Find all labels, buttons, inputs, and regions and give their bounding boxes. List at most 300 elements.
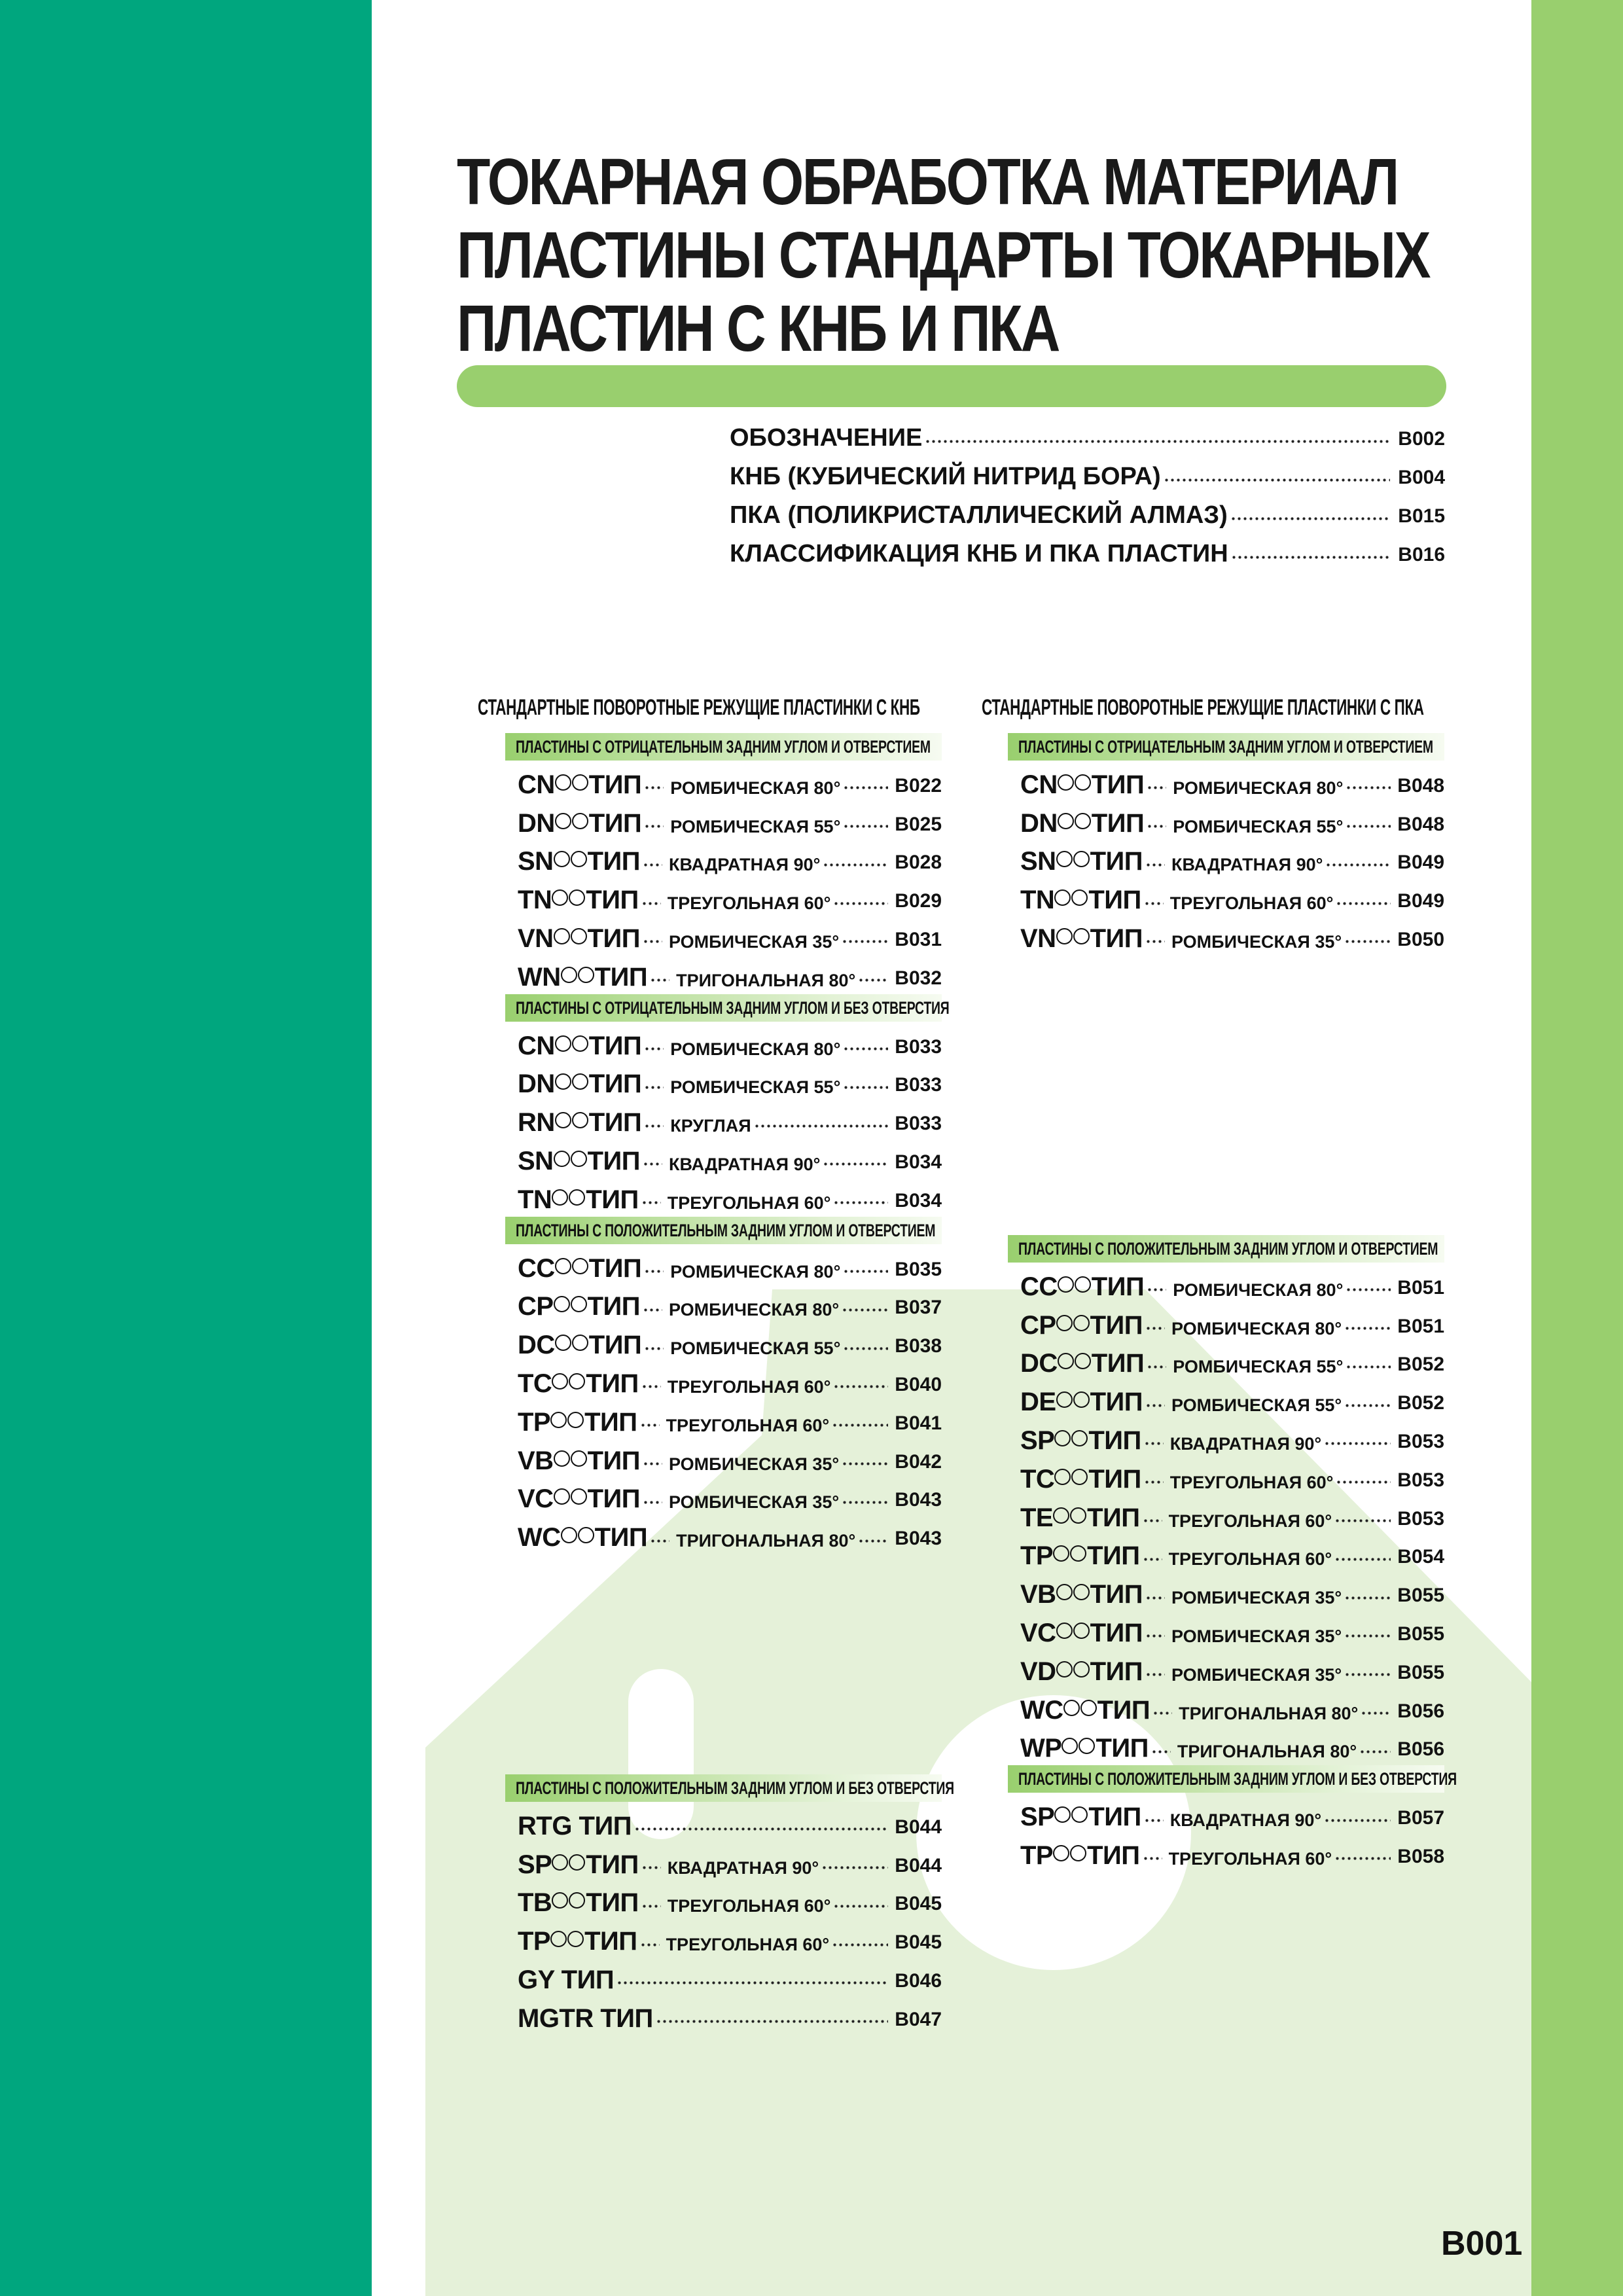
insert-prefix: VD — [1020, 1657, 1056, 1686]
insert-type-suffix: ТИП — [1091, 1349, 1145, 1378]
blank-circle-icon — [1056, 1315, 1073, 1331]
blank-circle-icon — [1063, 1700, 1080, 1716]
insert-code — [518, 1446, 640, 1475]
insert-code — [1020, 1388, 1143, 1416]
leader-dots — [1334, 1855, 1391, 1863]
insert-prefix: TN — [518, 886, 552, 915]
insert-type-entry[interactable] — [1020, 1532, 1444, 1571]
insert-type-entry[interactable] — [1020, 914, 1444, 953]
insert-code — [518, 809, 641, 838]
leader-dots — [641, 1864, 661, 1872]
insert-prefix: VB — [518, 1446, 554, 1475]
blank-circle-icon — [569, 1854, 585, 1871]
insert-prefix: MGTR ТИП — [518, 2003, 653, 2033]
insert-type-entry[interactable] — [518, 1802, 942, 1840]
insert-prefix: TB — [518, 1888, 552, 1918]
leader-dots — [843, 1344, 888, 1352]
insert-type-suffix: ТИП — [1090, 1388, 1143, 1417]
blank-circle-icon — [1073, 928, 1090, 944]
blank-circle-icon — [1054, 1469, 1071, 1485]
pcd-column-heading: СТАНДАРТНЫЕ ПОВОРОТНЫЕ РЕЖУЩИЕ ПЛАСТИНКИ С ПКА — [982, 695, 1424, 720]
insert-type-entry[interactable] — [518, 1321, 942, 1359]
insert-type-suffix: ТИП — [586, 1369, 639, 1398]
leader-dots — [644, 1045, 664, 1053]
insert-type-suffix: ТИП — [1090, 1657, 1143, 1686]
insert-code — [1020, 1841, 1140, 1870]
insert-type-entry[interactable] — [1020, 1570, 1444, 1609]
right-side-band — [1531, 0, 1623, 2296]
blank-circle-icon — [555, 1258, 571, 1274]
insert-code — [1020, 847, 1143, 876]
leader-dots — [823, 1160, 888, 1168]
insert-code — [518, 2004, 653, 2033]
insert-code — [518, 1523, 647, 1552]
leader-dots — [643, 1460, 662, 1468]
leader-dots — [842, 1460, 888, 1468]
insert-type-suffix: ТИП — [588, 1331, 642, 1360]
insert-prefix: SP — [1020, 1426, 1055, 1455]
page-ref: B048 — [1397, 774, 1444, 797]
leader-dots — [1344, 1671, 1391, 1679]
leader-dots — [644, 1083, 664, 1091]
leader-dots — [644, 784, 664, 792]
blank-circle-icon — [571, 1151, 587, 1167]
leader-dots — [1143, 1517, 1162, 1525]
insert-shape: РОМБИЧЕСКАЯ 80° — [1173, 1280, 1344, 1300]
insert-type-entry[interactable] — [518, 1917, 942, 1956]
insert-code — [518, 963, 647, 992]
section-header — [1008, 730, 1444, 761]
insert-type-suffix: ТИП — [587, 1146, 641, 1175]
insert-type-suffix: ТИП — [587, 1446, 641, 1475]
title-line-1: ТОКАРНАЯ ОБРАБОТКА МАТЕРИАЛ — [457, 145, 1398, 219]
blank-circle-icon — [1053, 1545, 1069, 1562]
page-ref: B025 — [895, 813, 942, 835]
insert-code — [1020, 1619, 1143, 1647]
insert-shape: ТРЕУГОЛЬНАЯ 60° — [666, 1415, 830, 1435]
page-ref: B044 — [895, 1854, 942, 1876]
insert-type-suffix: ТИП — [586, 1185, 639, 1214]
blank-circle-icon — [1071, 1806, 1088, 1823]
leader-dots — [1344, 1632, 1391, 1640]
insert-type-entry[interactable] — [518, 799, 942, 838]
blank-circle-icon — [567, 1412, 584, 1428]
insert-shape: КВАДРАТНАЯ 90° — [667, 1857, 819, 1878]
blank-circle-icon — [1056, 1661, 1073, 1677]
blank-circle-icon — [572, 774, 588, 791]
toc-leader-dots — [1230, 514, 1391, 522]
insert-type-entry[interactable] — [518, 914, 942, 953]
table-of-contents — [730, 414, 1445, 568]
insert-shape: РОМБИЧЕСКАЯ 55° — [670, 1077, 841, 1098]
insert-prefix: VC — [518, 1484, 554, 1514]
blank-circle-icon — [552, 889, 568, 906]
insert-prefix: VB — [1020, 1580, 1056, 1609]
leader-dots — [644, 823, 664, 831]
blank-circle-icon — [1058, 1353, 1074, 1369]
page-ref: B033 — [895, 1035, 942, 1058]
leader-dots — [1344, 1594, 1391, 1602]
blank-circle-icon — [1054, 1430, 1071, 1446]
insert-shape: ТРЕУГОЛЬНАЯ 60° — [667, 1193, 831, 1213]
insert-type-suffix: ТИП — [588, 1069, 642, 1099]
leader-dots — [644, 1344, 664, 1352]
blank-circle-icon — [1070, 1545, 1086, 1562]
insert-shape: ТРЕУГОЛЬНАЯ 60° — [667, 893, 831, 914]
leader-dots — [643, 938, 662, 946]
blank-circle-icon — [1071, 1430, 1088, 1446]
insert-type-entry[interactable] — [1020, 1455, 1444, 1494]
insert-shape: РОМБИЧЕСКАЯ 35° — [1171, 931, 1342, 952]
insert-shape: РОМБИЧЕСКАЯ 55° — [1171, 1395, 1342, 1416]
page-ref: B049 — [1397, 852, 1444, 874]
insert-type-suffix: ТИП — [1091, 808, 1145, 838]
page-ref: B053 — [1397, 1469, 1444, 1491]
page-ref: B056 — [1397, 1738, 1444, 1761]
insert-type-suffix: ТИП — [1090, 1580, 1143, 1609]
section-header-label: ПЛАСТИНЫ С ПОЛОЖИТЕЛЬНЫМ ЗАДНИМ УГЛОМ И ОТВЕРСТИЕМ — [516, 1220, 936, 1240]
leader-dots — [1145, 1401, 1165, 1409]
insert-type-entry[interactable] — [1020, 1416, 1444, 1455]
insert-type-entry[interactable] — [1020, 876, 1444, 914]
insert-shape: РОМБИЧЕСКАЯ 35° — [1171, 1664, 1342, 1685]
insert-code — [518, 1965, 614, 1994]
insert-shape: КРУГЛАЯ — [670, 1116, 751, 1136]
leader-dots — [833, 1383, 888, 1391]
blank-circle-icon — [572, 813, 588, 829]
leader-dots — [1324, 1440, 1391, 1448]
page-ref: B055 — [1397, 1623, 1444, 1645]
insert-type-entry[interactable] — [518, 1513, 942, 1552]
page-ref: B053 — [1397, 1507, 1444, 1530]
insert-code — [518, 1369, 639, 1398]
insert-type-entry[interactable] — [518, 1398, 942, 1437]
insert-type-entry[interactable] — [1020, 1725, 1444, 1763]
insert-type-entry[interactable] — [1020, 1609, 1444, 1647]
insert-prefix: SP — [518, 1850, 552, 1879]
leader-dots — [644, 1268, 664, 1276]
insert-type-entry[interactable] — [1020, 1494, 1444, 1532]
leader-dots — [643, 861, 662, 869]
leader-dots — [843, 1045, 888, 1053]
insert-type-entry[interactable] — [1020, 838, 1444, 876]
page-ref: B042 — [895, 1450, 942, 1473]
insert-shape: КВАДРАТНАЯ 90° — [1169, 1433, 1322, 1454]
page-title — [457, 145, 1430, 365]
insert-type-entry[interactable] — [518, 1437, 942, 1475]
insert-shape: РОМБИЧЕСКАЯ 35° — [669, 1454, 840, 1474]
toc-page-ref: B004 — [1398, 467, 1445, 488]
page-ref: B052 — [1397, 1392, 1444, 1414]
insert-shape: РОМБИЧЕСКАЯ 55° — [1173, 816, 1344, 836]
insert-prefix: CN — [518, 1031, 555, 1060]
leader-dots — [832, 1422, 888, 1429]
insert-shape: КВАДРАТНАЯ 90° — [669, 1154, 821, 1174]
insert-prefix: TC — [518, 1369, 552, 1398]
leader-dots — [1145, 861, 1165, 869]
blank-circle-icon — [572, 1073, 588, 1090]
leader-dots — [640, 1422, 660, 1429]
insert-code — [518, 1850, 639, 1879]
page-ref: B038 — [895, 1335, 942, 1357]
blank-circle-icon — [555, 813, 571, 829]
section-header — [1008, 1763, 1457, 1793]
blank-circle-icon — [554, 1151, 570, 1167]
insert-prefix: SN — [1020, 847, 1056, 876]
insert-shape: ТРИГОНАЛЬНАЯ 80° — [676, 970, 856, 990]
insert-type-entry[interactable] — [518, 1244, 942, 1283]
blank-circle-icon — [569, 1373, 585, 1390]
blank-circle-icon — [1061, 1738, 1078, 1754]
blank-circle-icon — [571, 851, 587, 867]
insert-type-entry[interactable] — [518, 876, 942, 914]
insert-prefix: DN — [1020, 808, 1058, 838]
blank-circle-icon — [561, 967, 577, 983]
insert-type-entry[interactable] — [518, 1060, 942, 1099]
blank-circle-icon — [569, 1892, 585, 1909]
insert-code — [518, 1292, 640, 1321]
insert-type-entry[interactable] — [1020, 1793, 1444, 1831]
insert-shape: РОМБИЧЕСКАЯ 80° — [670, 1261, 841, 1282]
blank-circle-icon — [1070, 1507, 1086, 1524]
insert-type-suffix: ТИП — [587, 1484, 641, 1514]
insert-prefix: CN — [1020, 770, 1058, 799]
insert-prefix: DC — [518, 1331, 555, 1360]
page-number: B001 — [1441, 2225, 1523, 2263]
blank-circle-icon — [1071, 889, 1088, 906]
insert-shape: ТРЕУГОЛЬНАЯ 60° — [1168, 1549, 1332, 1570]
blank-circle-icon — [1058, 813, 1074, 829]
insert-type-entry[interactable] — [518, 1879, 942, 1918]
page-ref: B031 — [895, 928, 942, 950]
toc-label: КНБ (КУБИЧЕСКИЙ НИТРИД БОРА) — [730, 463, 1161, 490]
leader-dots — [1361, 1710, 1391, 1717]
leader-dots — [1359, 1748, 1391, 1755]
leader-dots — [650, 1537, 669, 1545]
insert-prefix: VC — [1020, 1618, 1056, 1647]
insert-type-entry[interactable] — [518, 1098, 942, 1137]
section-header — [1008, 1232, 1444, 1263]
leader-dots — [1145, 938, 1165, 946]
section-header — [505, 1772, 954, 1802]
insert-prefix: SN — [518, 847, 554, 876]
insert-type-entry[interactable] — [518, 1956, 942, 1994]
blank-circle-icon — [571, 1296, 587, 1312]
insert-type-entry[interactable] — [1020, 1686, 1444, 1725]
leader-dots — [1324, 1816, 1391, 1824]
insert-type-suffix: ТИП — [586, 886, 639, 915]
blank-circle-icon — [1071, 1469, 1088, 1485]
insert-type-suffix: ТИП — [1091, 770, 1145, 799]
insert-code — [1020, 1696, 1150, 1725]
insert-code — [518, 1331, 641, 1359]
insert-type-entry[interactable] — [518, 1022, 942, 1060]
section-header — [505, 730, 942, 761]
insert-type-entry[interactable] — [518, 1475, 942, 1514]
leader-dots — [616, 1979, 888, 1987]
insert-code — [518, 886, 639, 914]
page-ref: B051 — [1397, 1276, 1444, 1299]
insert-shape: КВАДРАТНАЯ 90° — [1171, 855, 1323, 875]
blank-circle-icon — [1079, 1738, 1095, 1754]
blank-circle-icon — [578, 967, 594, 983]
page-ref: B055 — [1397, 1585, 1444, 1607]
blank-circle-icon — [561, 1527, 577, 1543]
insert-code — [518, 1812, 632, 1840]
insert-type-suffix: ТИП — [586, 1850, 639, 1879]
insert-type-entry[interactable] — [518, 1137, 942, 1175]
leader-dots — [643, 1498, 662, 1506]
insert-code — [518, 847, 640, 876]
insert-type-entry[interactable] — [518, 1359, 942, 1398]
insert-code — [1020, 1734, 1149, 1763]
insert-type-entry[interactable] — [518, 953, 942, 992]
insert-shape: РОМБИЧЕСКАЯ 35° — [1171, 1588, 1342, 1608]
blank-circle-icon — [555, 1112, 571, 1128]
blank-circle-icon — [1073, 1661, 1090, 1677]
insert-code — [1020, 1349, 1144, 1378]
insert-type-suffix: ТИП — [1097, 1695, 1150, 1725]
insert-type-entry[interactable] — [518, 1283, 942, 1321]
insert-type-suffix: ТИП — [1087, 1840, 1140, 1870]
leader-dots — [821, 1864, 888, 1872]
leader-dots — [1145, 1671, 1165, 1679]
insert-shape: КВАДРАТНАЯ 90° — [669, 855, 821, 875]
cbn-sections-lower — [505, 1772, 954, 2033]
insert-type-suffix: ТИП — [1090, 1618, 1143, 1647]
blank-circle-icon — [1053, 1845, 1069, 1861]
blank-circle-icon — [555, 1073, 571, 1090]
insert-type-suffix: ТИП — [587, 847, 641, 876]
toc-page-ref: B016 — [1398, 544, 1445, 565]
insert-prefix: CP — [518, 1292, 554, 1321]
insert-type-entry[interactable] — [1020, 1263, 1444, 1301]
insert-shape: РОМБИЧЕСКАЯ 55° — [1173, 1357, 1344, 1377]
leader-dots — [832, 1941, 888, 1948]
insert-type-entry[interactable] — [1020, 1378, 1444, 1416]
insert-shape: ТРЕУГОЛЬНАЯ 60° — [1169, 1472, 1334, 1492]
leader-dots — [1145, 1632, 1165, 1640]
insert-type-entry[interactable] — [518, 761, 942, 799]
toc-leader-dots — [1231, 553, 1391, 561]
page-ref: B028 — [895, 852, 942, 874]
toc-item-designation[interactable] — [730, 414, 1445, 452]
leader-dots — [1346, 823, 1391, 831]
insert-code — [1020, 1803, 1141, 1831]
insert-shape: РОМБИЧЕСКАЯ 35° — [669, 931, 840, 952]
toc-item-cbn[interactable] — [730, 452, 1445, 491]
page-ref: B056 — [1397, 1700, 1444, 1722]
page-ref: B047 — [895, 2008, 942, 2030]
page-ref: B040 — [895, 1373, 942, 1395]
leader-dots — [1144, 899, 1164, 907]
insert-prefix: TE — [1020, 1503, 1054, 1532]
page-ref: B045 — [895, 1931, 942, 1954]
leader-dots — [643, 1160, 662, 1168]
insert-type-entry[interactable] — [518, 1175, 942, 1214]
insert-shape: ТРЕУГОЛЬНАЯ 60° — [667, 1376, 831, 1397]
insert-type-entry[interactable] — [1020, 1301, 1444, 1340]
toc-page-ref: B015 — [1398, 505, 1445, 527]
insert-shape: РОМБИЧЕСКАЯ 80° — [1173, 778, 1344, 798]
leader-dots — [858, 1537, 888, 1545]
insert-shape: РОМБИЧЕСКАЯ 35° — [1171, 1626, 1342, 1646]
title-line-3: ПЛАСТИН С КНБ И ПКА — [457, 292, 1059, 365]
blank-circle-icon — [1058, 1276, 1074, 1293]
leader-dots — [754, 1122, 889, 1130]
section-header-label: ПЛАСТИНЫ С ОТРИЦАТЕЛЬНЫМ ЗАДНИМ УГЛОМ И ОТВЕРСТИЕМ — [1018, 737, 1433, 757]
leader-dots — [641, 1902, 661, 1910]
cbn-column-heading: СТАНДАРТНЫЕ ПОВОРОТНЫЕ РЕЖУЩИЕ ПЛАСТИНКИ С КНБ — [478, 695, 920, 720]
blank-circle-icon — [567, 1931, 584, 1947]
page-ref: B045 — [895, 1893, 942, 1915]
insert-code — [518, 1254, 641, 1283]
insert-type-entry[interactable] — [1020, 1647, 1444, 1686]
blank-circle-icon — [554, 851, 570, 867]
insert-code — [1020, 770, 1144, 799]
section-header-label: ПЛАСТИНЫ С ОТРИЦАТЕЛЬНЫМ ЗАДНИМ УГЛОМ И ОТВЕРСТИЕМ — [516, 737, 931, 757]
page-ref: B055 — [1397, 1661, 1444, 1683]
insert-type-entry[interactable] — [518, 838, 942, 876]
blank-circle-icon — [555, 1335, 571, 1351]
leader-dots — [842, 938, 888, 946]
leader-dots — [1344, 1325, 1391, 1333]
insert-type-entry[interactable] — [1020, 1831, 1444, 1870]
title-line-2: ПЛАСТИНЫ СТАНДАРТЫ ТОКАРНЫХ — [457, 219, 1430, 292]
page-ref: B029 — [895, 890, 942, 912]
insert-type-suffix: ТИП — [1088, 1426, 1141, 1455]
leader-dots — [1147, 823, 1166, 831]
insert-type-entry[interactable] — [518, 1994, 942, 2033]
toc-item-classification[interactable] — [730, 529, 1445, 568]
blank-circle-icon — [1054, 1806, 1071, 1823]
blank-circle-icon — [1056, 1584, 1073, 1600]
leader-dots — [650, 977, 669, 984]
blank-circle-icon — [1073, 1584, 1090, 1600]
blank-circle-icon — [572, 1112, 588, 1128]
insert-type-entry[interactable] — [1020, 761, 1444, 799]
leader-dots — [1143, 1855, 1162, 1863]
insert-type-suffix: ТИП — [587, 1292, 641, 1321]
insert-code — [1020, 1311, 1143, 1340]
insert-type-entry[interactable] — [1020, 799, 1444, 838]
page-ref: B034 — [895, 1189, 942, 1211]
insert-type-suffix: ТИП — [584, 1407, 637, 1437]
leader-dots — [640, 1941, 660, 1948]
blank-circle-icon — [571, 1488, 587, 1505]
insert-code — [518, 1147, 640, 1175]
insert-code — [518, 1888, 639, 1917]
insert-code — [1020, 886, 1141, 914]
insert-type-entry[interactable] — [1020, 1340, 1444, 1378]
leader-dots — [843, 1083, 888, 1091]
insert-type-suffix: ТИП — [588, 808, 642, 838]
blank-circle-icon — [1075, 774, 1091, 791]
leader-dots — [843, 1268, 888, 1276]
insert-prefix: TN — [518, 1185, 552, 1214]
insert-prefix: TN — [1020, 886, 1055, 915]
section-header-label: ПЛАСТИНЫ С ПОЛОЖИТЕЛЬНЫМ ЗАДНИМ УГЛОМ И БЕЗ ОТВЕРСТИЯ — [1018, 1769, 1457, 1789]
leader-dots — [1145, 1594, 1165, 1602]
insert-shape: ТРИГОНАЛЬНАЯ 80° — [1179, 1703, 1359, 1723]
toc-item-pcd[interactable] — [730, 491, 1445, 529]
insert-type-entry[interactable] — [518, 1840, 942, 1879]
blank-circle-icon — [554, 928, 570, 944]
leader-dots — [1143, 1555, 1162, 1563]
blank-circle-icon — [552, 1189, 568, 1206]
insert-type-suffix: ТИП — [587, 924, 641, 953]
page-ref: B058 — [1397, 1845, 1444, 1867]
